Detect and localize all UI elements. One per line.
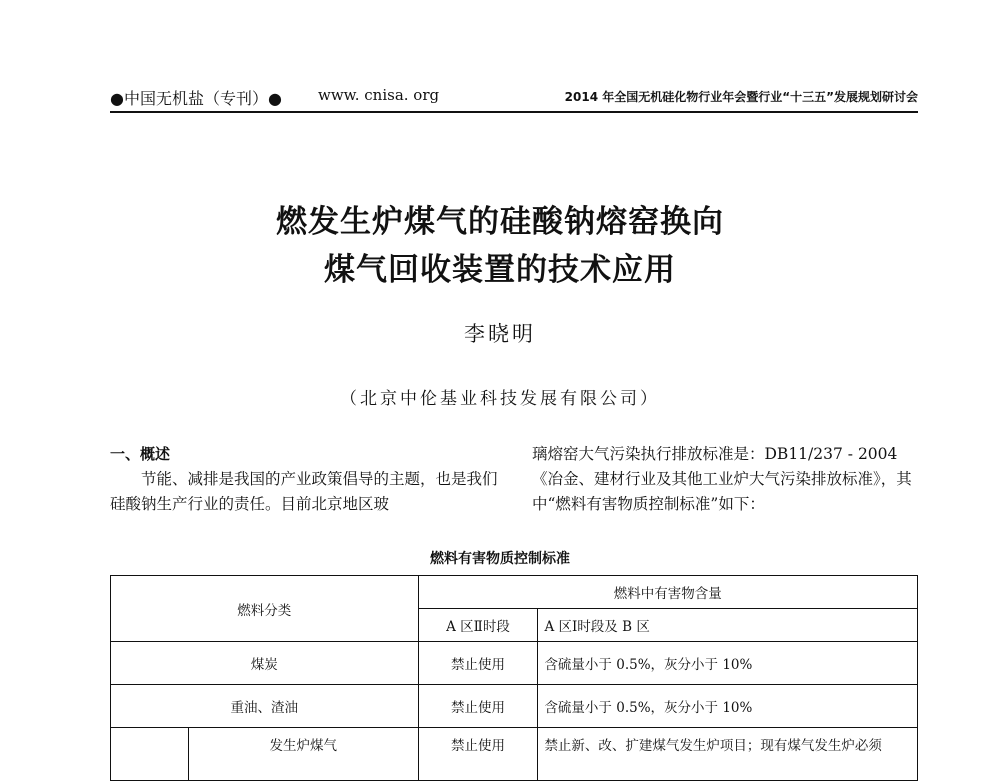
header-a2: A 区Ⅱ时段 [418,609,538,642]
article-title-line-2: 煤气回收装置的技术应用 [324,252,676,288]
running-header [110,84,918,110]
body-paragraph-left: 节能、减排是我国的产业政策倡导的主题，也是我们硅酸钠生产行业的责任。目前北京地区玻 [110,470,498,513]
body-paragraph-right: 璃熔窑大气污染执行排放标准是：DB11/237 - 2004《冶金、建材行业及其他工业炉大气污染排放标准》，其中“燃料有害物质控制标准”如下： [532,445,912,513]
journal-url[interactable]: www. cnisa. org [318,86,440,104]
fuel-control-table [110,575,918,781]
header-a1b: A 区Ⅰ时段及 B 区 [538,609,918,642]
table-row [111,685,918,728]
header-fuel-category: 燃料分类 [111,576,419,642]
journal-name: ●中国无机盐（专刊）● [110,89,282,108]
header-rule [110,111,918,113]
table-header-row [111,576,918,609]
a2-cell: 禁止使用 [418,728,538,781]
author-affiliation: （北京中伦基业科技发展有限公司） [340,389,660,409]
body-column-left [110,442,500,517]
a1b-cell: 禁止新、改、扩建煤气发生炉项目；现有煤气发生炉必须 [538,728,918,781]
a2-cell: 禁止使用 [418,642,538,685]
a1b-cell: 含硫量小于 0.5%，灰分小于 10% [538,642,918,685]
section-heading: 一、概述 [110,445,171,463]
table-row [111,642,918,685]
header-harmful-content: 燃料中有害物含量 [418,576,917,609]
article-title-line-1: 燃发生炉煤气的硅酸钠熔窑换向 [276,204,724,240]
fuel-cell: 发生炉煤气 [188,728,418,781]
a1b-cell: 含硫量小于 0.5%，灰分小于 10% [538,685,918,728]
table-caption: 燃料有害物质控制标准 [430,551,570,567]
fuel-cell: 煤炭 [111,642,419,685]
conference-name: 2014 年全国无机硅化物行业年会暨行业“十三五”发展规划研讨会 [564,90,918,104]
fuel-cell: 重油、渣油 [111,685,419,728]
body-column-right [532,442,918,517]
author-name: 李晓明 [464,322,536,346]
group-cell [111,728,189,781]
a2-cell: 禁止使用 [418,685,538,728]
table-row [111,728,918,781]
